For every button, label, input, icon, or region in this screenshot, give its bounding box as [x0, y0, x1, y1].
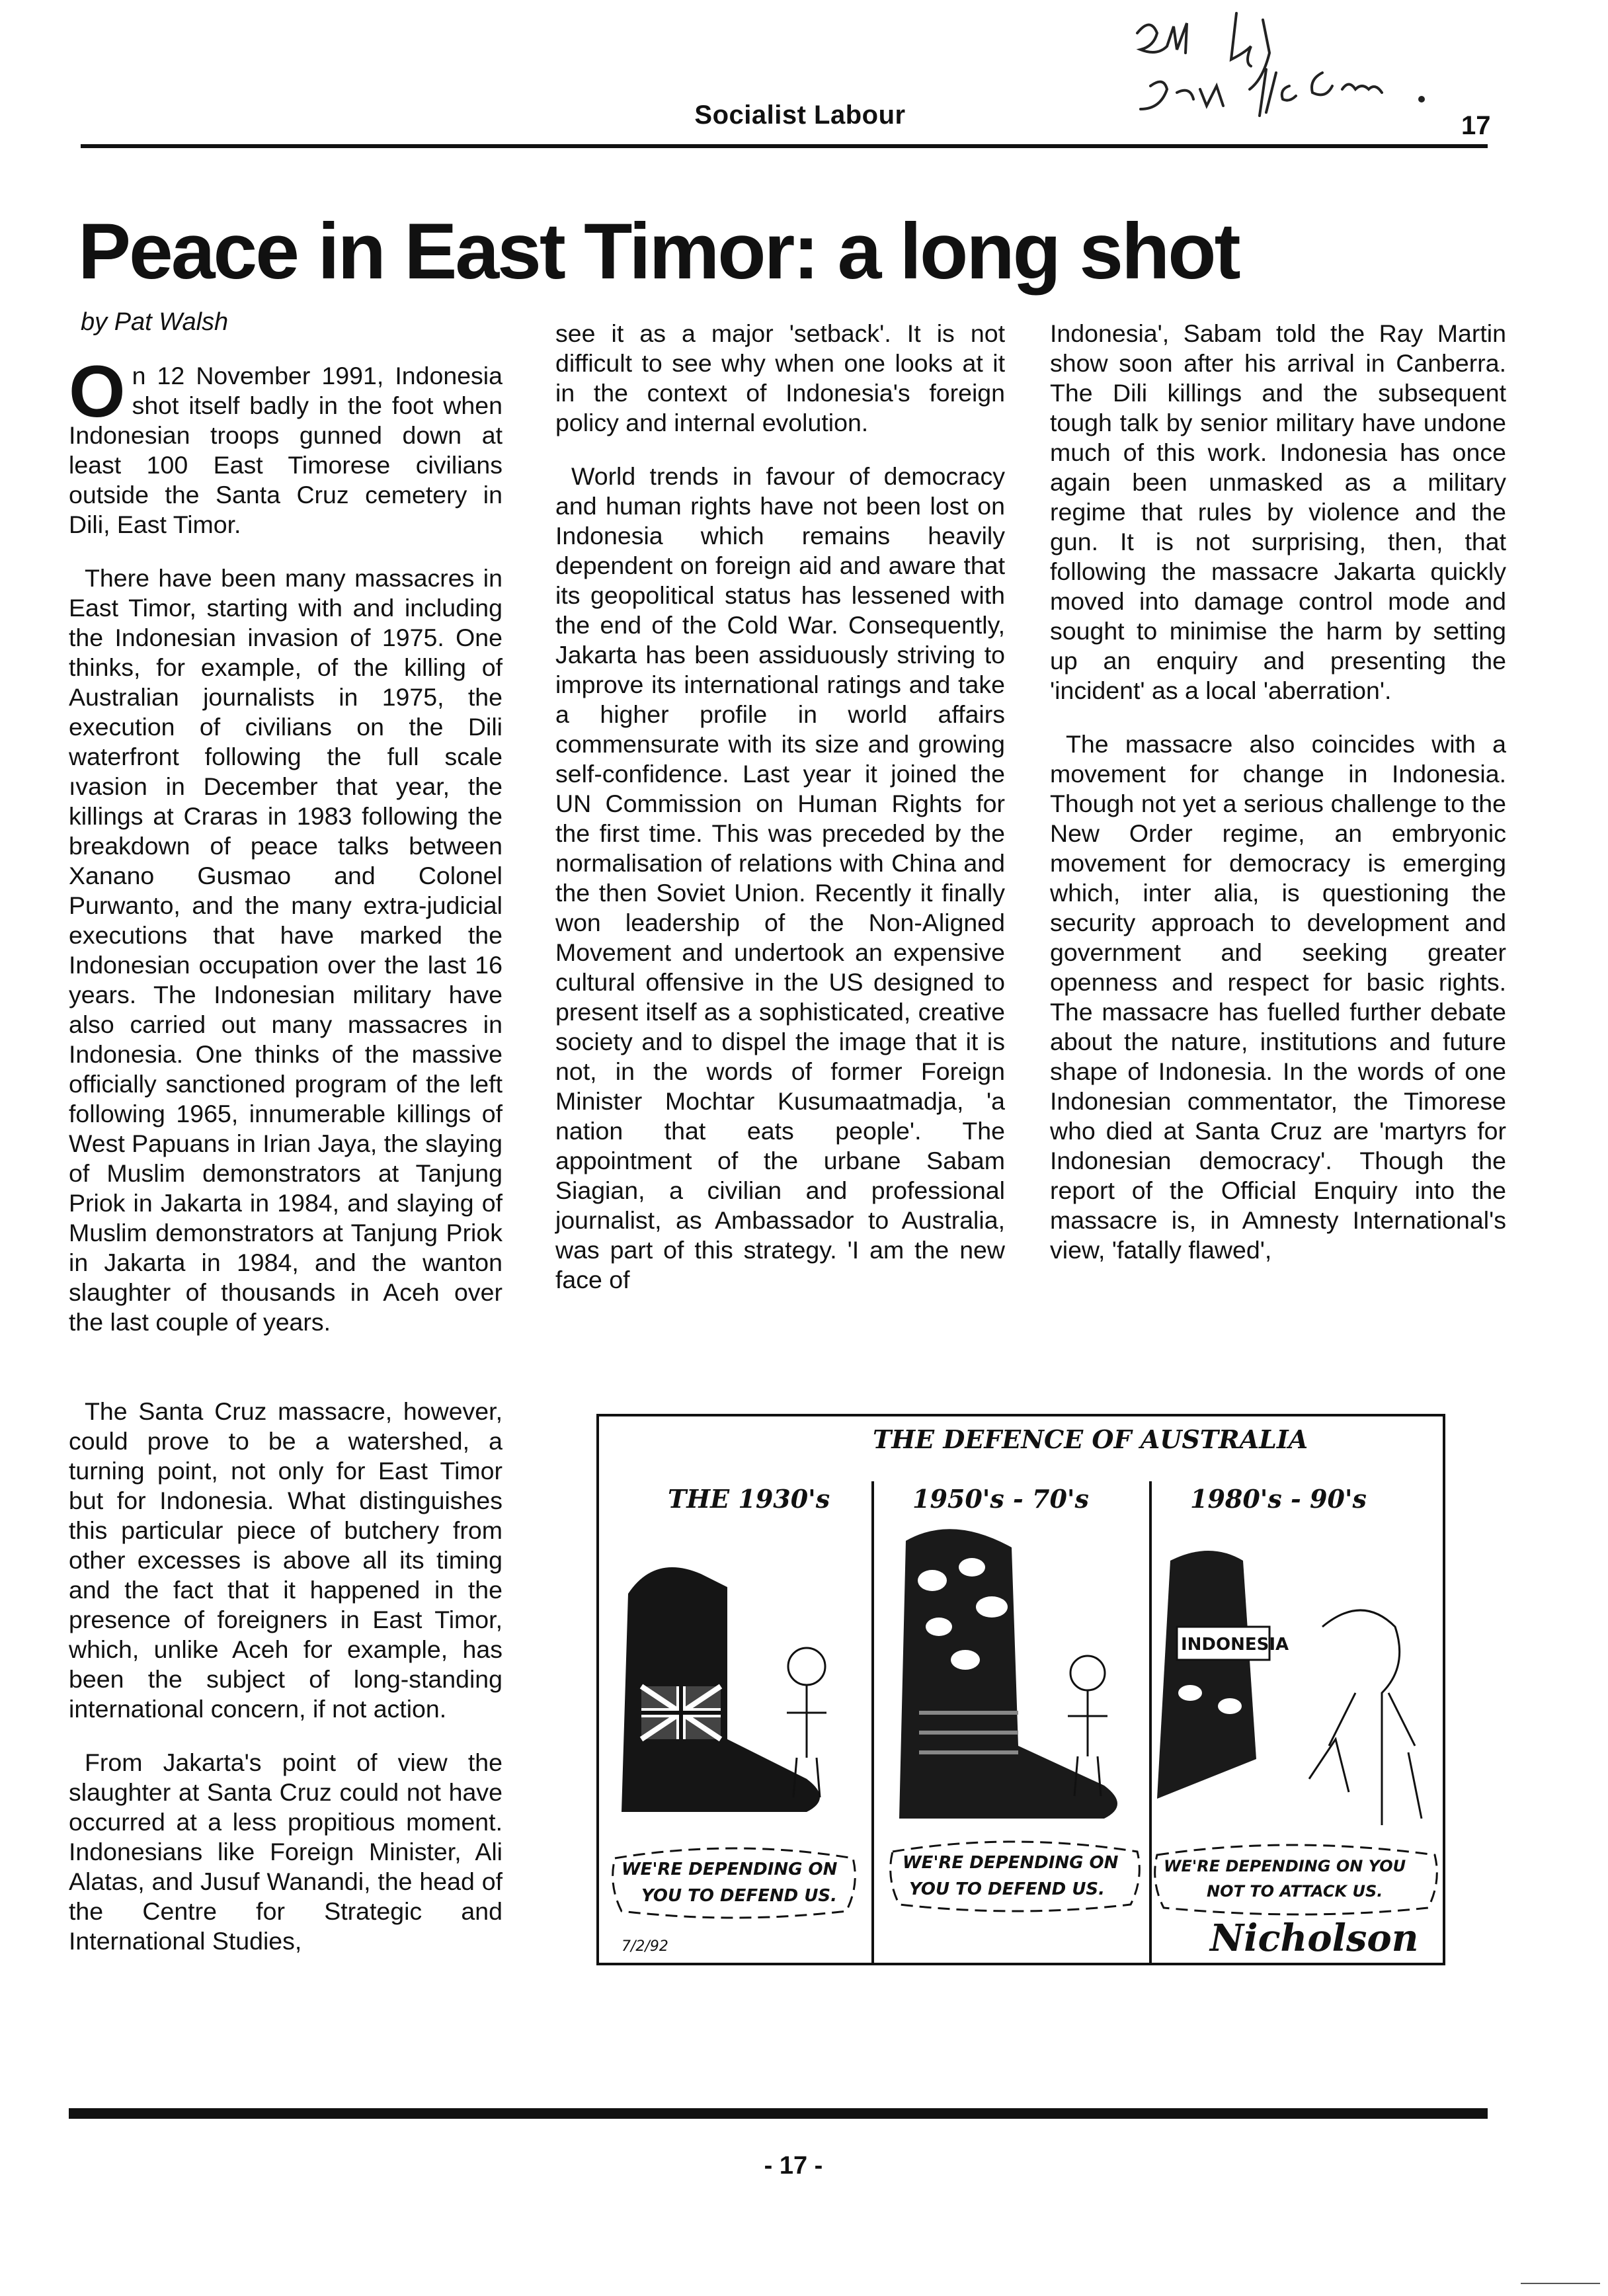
- cartoon-date: 7/2/92: [622, 1938, 668, 1955]
- paragraph: Indonesia', Sabam told the Ray Martin show soon after his arrival in Canberra. The Dili killings and the subsequent tough talk by senior military have undone much of this work. Indonesia has once again been unmasked as a military regime that rules by violence and the gun. It is not surprising, then, that following the massacre Jakarta quickly moved into damage control mode and sought to minimise the harm by setting up an enquiry and presenting the 'incident' as a local 'aberration'.: [1050, 319, 1506, 704]
- cartoon-drawing: [595, 1409, 1448, 1971]
- editorial-cartoon: [595, 1409, 1448, 1971]
- header-rule: [81, 144, 1488, 148]
- handwritten-annotation: [1124, 7, 1494, 132]
- byline: by Pat Walsh: [81, 308, 229, 336]
- panel-3-caption-line-2: NOT TO ATTACK US.: [1207, 1882, 1383, 1901]
- article-column-1-continued: [69, 1397, 502, 1992]
- paragraph: The massacre also coincides with a movement for change in Indonesia. Though not yet a serious challenge to the New Order regime, an embryonic movement for democracy is emerging which, inter alia, is questioning the security approach to development and government and seeking greater openness and respect for basic rights. The massacre has fuelled further debate about the nature, institutions and future shape of Indonesia. In the words of one Indonesian commentator, the Timorese who died at Santa Cruz are 'martyrs for Indonesian democracy'. Though the report of the Official Enquiry into the massacre is, in Amnesty International's view, 'fatally flawed',: [1050, 730, 1506, 1264]
- article-column-1: [69, 351, 502, 1379]
- running-head: Socialist Labour: [694, 101, 906, 130]
- panel-1-caption-line-2: YOU TO DEFEND US.: [641, 1886, 838, 1906]
- article-headline: Peace in East Timor: a long shot: [78, 207, 1239, 296]
- paragraph: see it as a major 'setback'. It is not difficult to see why when one looks at it in the context of Indonesia's foreign policy and internal evolution.: [555, 319, 1005, 436]
- paragraph: From Jakarta's point of view the slaughter at Santa Cruz could not have occurred at a less propitious moment. Indonesians like Foreign Minister, Ali Alatas, and Jusuf Wanandi, the head of the Centre for Strategic and International Studies,: [69, 1748, 502, 1955]
- drop-cap: O: [69, 351, 126, 432]
- article-column-2: [555, 319, 1005, 1377]
- panel-1-caption-line-1: WE'RE DEPENDING ON: [622, 1860, 838, 1879]
- cartoon-signature: Nicholson: [1210, 1916, 1419, 1960]
- paragraph: The Santa Cruz massacre, however, could prove to be a watershed, a turning point, not only for East Timor but for Indonesia. What distinguishes this particular piece of butchery from other excesses is above all its timing and the fact that it happened in the presence of foreigners in East Timor, which, unlike Aceh for example, has been the subject of long-standing international concern, if not action.: [69, 1397, 502, 1723]
- panel-2-caption-line-1: WE'RE DEPENDING ON: [903, 1853, 1119, 1873]
- page-number-top: 17: [1461, 111, 1491, 140]
- article-column-3: [1050, 319, 1506, 1377]
- paragraph: There have been many massacres in East Timor, starting with and including the Indonesian invasion of 1975. One thinks, for example, of the killing of Australian journalists in 1975, the execution of civilians on the Dili waterfront following the full scale ıvasion in December that year, the killings at Craras in 1983 following the breakdown of peace talks between Xanano Gusmao and Colonel Purwanto, and the many extra-judicial executions that have marked the Indonesian occupation over the last 16 years. The Indonesian military have also carried out many massacres in Indonesia. One thinks of the massive officially sanctioned program of the left following 1965, innumerable killings of West Papuans in Irian Jaya, the slaying of Muslim demonstrators at Tanjung Priok in Jakarta in 1984, and slaying of Muslim demonstrators at Tanjung Priok in Jakarta in 1984, and the wanton slaughter of thousands in Aceh over the last couple of years.: [69, 564, 502, 1336]
- footer-rule: [69, 2108, 1488, 2119]
- paragraph: World trends in favour of democracy and human rights have not been lost on Indonesia which remains heavily dependent on foreign aid and aware that its geopolitical status has lessened with the end of the Cold War. Consequently, Jakarta has been assiduously striving to improve its international ratings and take a higher profile in world affairs commensurate with its size and growing self-confidence. Last year it joined the UN Commission on Human Rights for the first time. This was preceded by the normalisation of relations with China and the then Soviet Union. Recently it finally won leadership of the Non-Aligned Movement and undertook an expensive cultural offensive in the US designed to present itself as a sophisticated, creative society and to dispel the image that it is not, in the words of former Foreign Minister Mochtar Kusumaatmadja, 'a nation that eats people'. The appointment of the urbane Sabam Siagian, a civilian and professional journalist, as Ambassador to Australia, was part of this strategy. 'I am the new face of: [555, 462, 1005, 1293]
- page-number-bottom: - 17 -: [764, 2152, 823, 2180]
- paragraph: On 12 November 1991, Indonesia shot itself badly in the foot when Indonesian troops gunned down at least 100 East Timorese civilians outside the Santa Cruz cemetery in Dili, East Timor.: [69, 351, 502, 538]
- panel-2-era: 1950's - 70's: [912, 1484, 1089, 1514]
- cartoon-title: THE DEFENCE OF AUSTRALIA: [873, 1424, 1308, 1454]
- panel-3-caption-line-1: WE'RE DEPENDING ON YOU: [1164, 1857, 1406, 1875]
- panel-3-era: 1980's - 90's: [1190, 1484, 1367, 1514]
- panel-1-era: THE 1930's: [668, 1484, 830, 1514]
- boot-label: INDONESIA: [1181, 1635, 1289, 1655]
- panel-2-caption-line-2: YOU TO DEFEND US.: [909, 1879, 1106, 1899]
- scan-artifact: [1521, 2283, 1600, 2284]
